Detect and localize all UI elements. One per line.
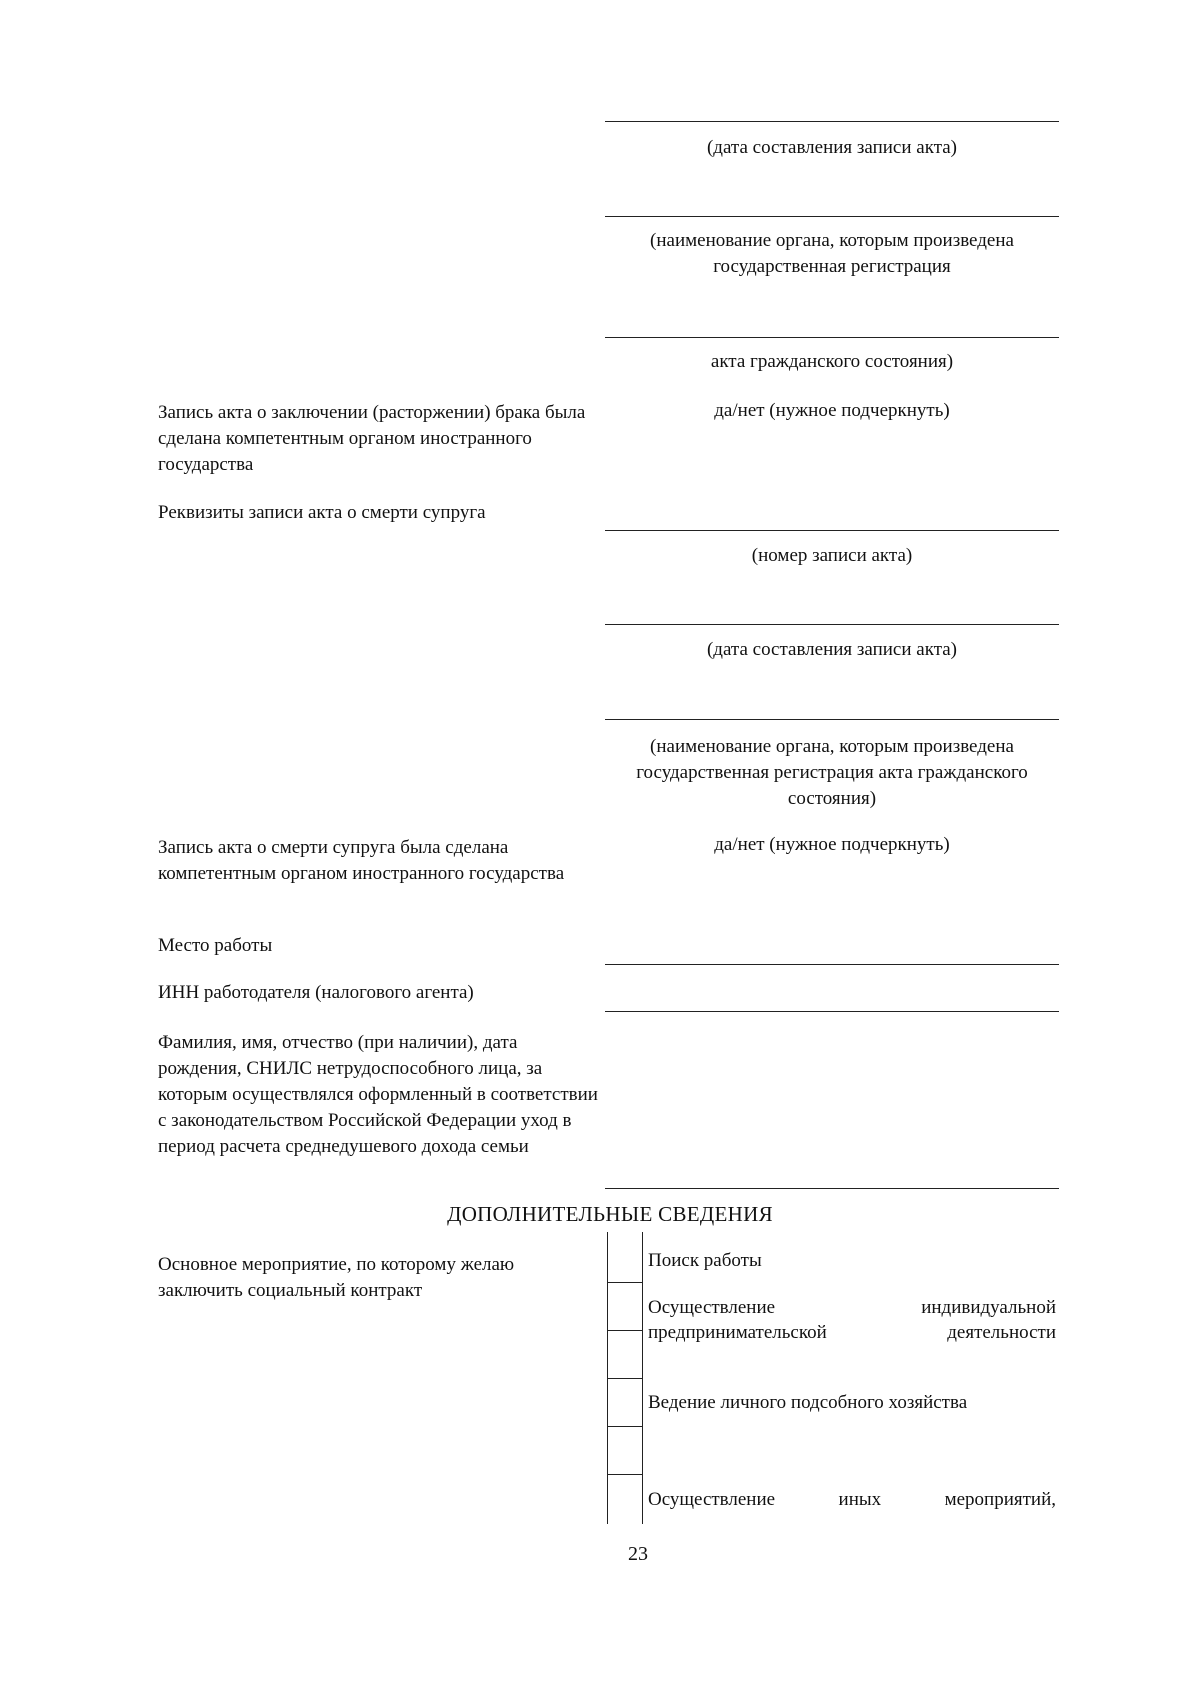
option-entrepreneurship: Осуществление индивидуальной предпринимательской деятельности (648, 1297, 1056, 1343)
work-place-label: Место работы (158, 935, 273, 956)
care-person-label: Фамилия, имя, отчество (при наличии), дата рождения, СНИЛС нетрудоспособного лица, за которым осуществлялся оформленный в соответствии с законодательством Российской Федерации уход в период расчета среднедушевого дохода семьи (158, 1032, 598, 1157)
marriage-foreign-label: Запись акта о заключении (расторжении) брака была сделана компетентным органом иностранного государства (158, 402, 586, 475)
death-record-label: Реквизиты записи акта о смерти супруга (158, 502, 486, 523)
checkbox-entrepreneurship[interactable] (607, 1282, 644, 1378)
death-date-caption: (дата составления записи акта) (706, 639, 957, 660)
option-other-activities: Осуществление иных мероприятий, (648, 1489, 1056, 1510)
organ-line-1b[interactable] (605, 337, 1059, 338)
employer-inn-label: ИНН работодателя (налогового агента) (158, 982, 474, 1003)
option-household: Ведение личного подсобного хозяйства (648, 1392, 968, 1413)
death-date-line[interactable] (605, 624, 1059, 625)
organ-line-1[interactable] (605, 216, 1059, 217)
work-place-line[interactable] (605, 964, 1059, 965)
option-job-search: Поиск работы (648, 1250, 762, 1271)
care-person-line[interactable] (605, 1188, 1059, 1189)
marriage-foreign-value[interactable]: да/нет (нужное подчеркнуть) (714, 400, 950, 421)
main-activity-label: Основное мероприятие, по которому желаю заключить социальный контракт (158, 1254, 515, 1301)
checkbox-household[interactable] (607, 1378, 644, 1426)
death-foreign-value[interactable]: да/нет (нужное подчеркнуть) (714, 834, 950, 855)
death-organ-caption: (наименование органа, которым произведена государственная регистрация акта гражданского состояния) (636, 736, 1028, 809)
additional-info-heading: ДОПОЛНИТЕЛЬНЫЕ СВЕДЕНИЯ (447, 1202, 773, 1226)
organ-caption-1-cont: акта гражданского состояния) (710, 351, 954, 372)
checkbox-job-search[interactable] (607, 1232, 644, 1282)
death-foreign-label: Запись акта о смерти супруга была сделана компетентным органом иностранного государства (158, 837, 565, 884)
date-line-1[interactable] (605, 121, 1059, 122)
employer-inn-line[interactable] (605, 1011, 1059, 1012)
page-number: 23 (628, 1543, 648, 1565)
death-number-caption: (номер записи акта) (751, 545, 913, 566)
date-caption-1: (дата составления записи акта) (706, 137, 957, 158)
death-organ-line[interactable] (605, 719, 1059, 720)
death-number-line[interactable] (605, 530, 1059, 531)
checkbox-divider (608, 1426, 642, 1427)
checkbox-other-activities[interactable] (607, 1474, 644, 1524)
organ-caption-1: (наименование органа, которым произведена государственная регистрация (650, 230, 1014, 277)
